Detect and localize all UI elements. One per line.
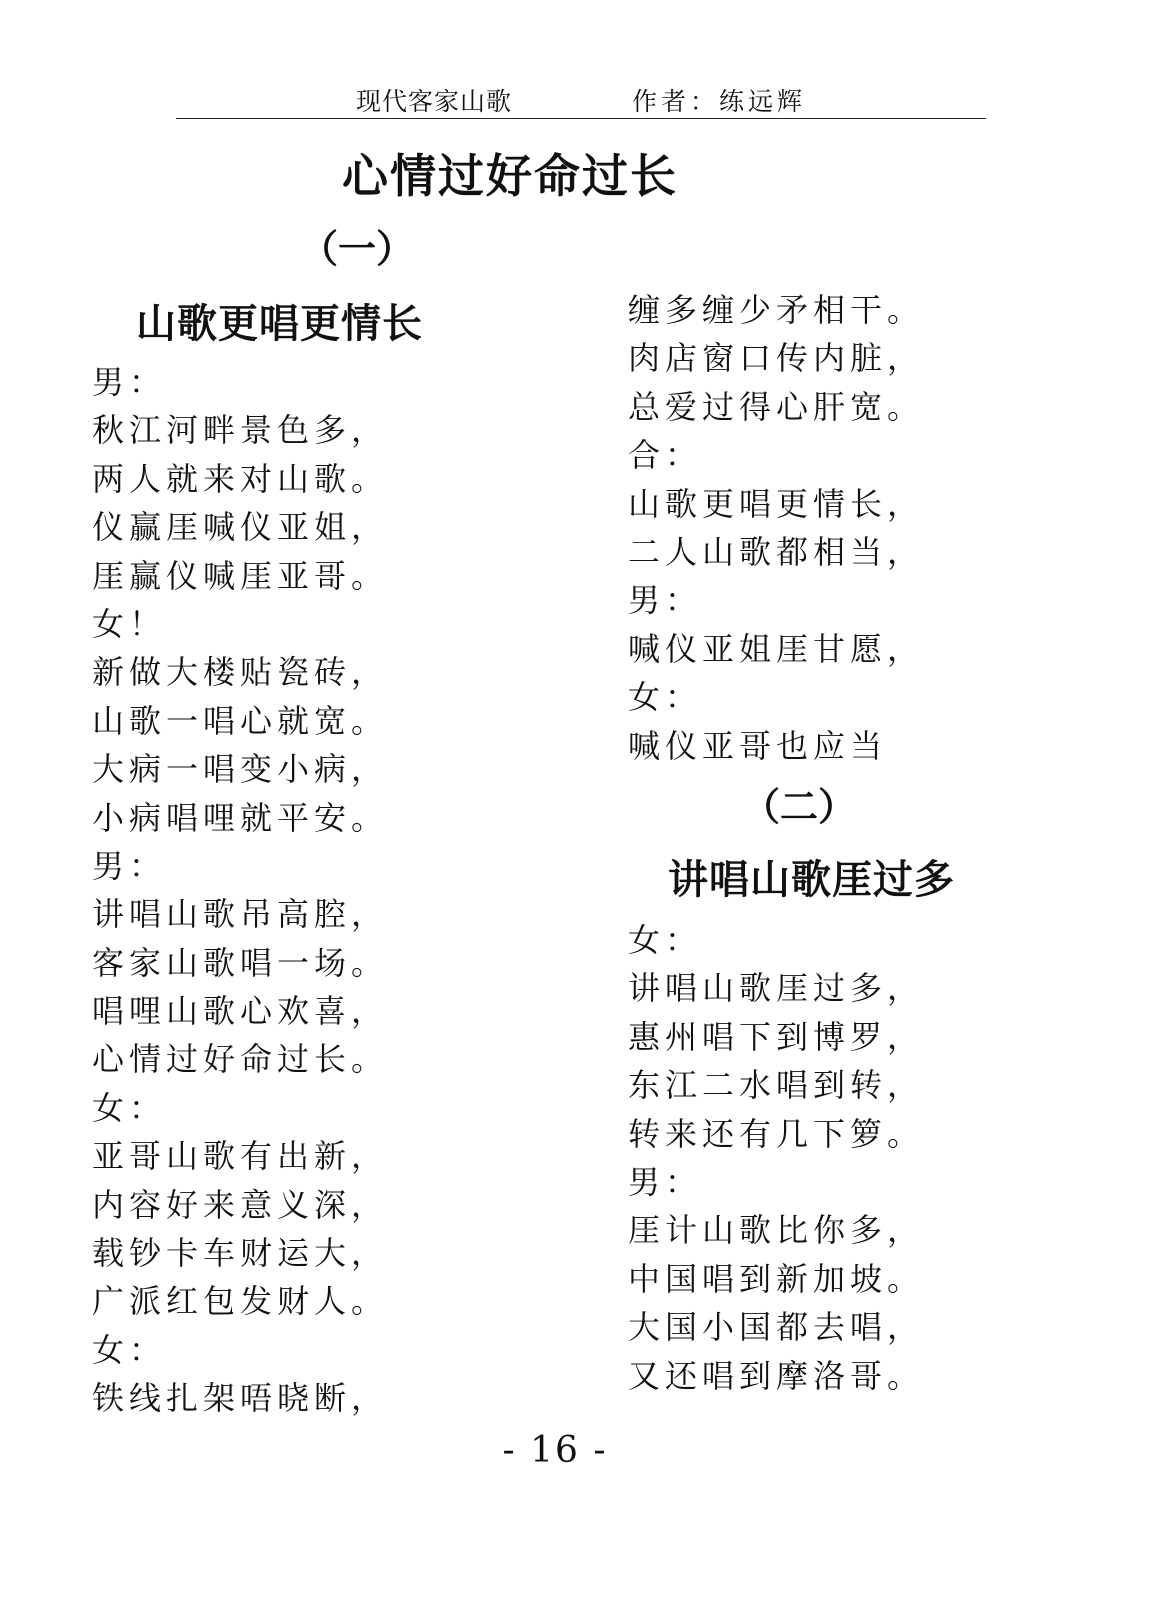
verse-line: 东江二水唱到转， [628,1066,925,1105]
verse-line: 喊仪亚哥也应当 [628,726,888,765]
verse-line: 讲唱山歌吊高腔， [92,895,389,934]
section-one-number: （一） [300,227,415,271]
section-two-number: （二） [742,785,857,829]
verse-line: 男： [92,846,167,885]
verse-line: 厓计山歌比你多， [628,1211,925,1250]
verse-line: 肉店窗口传内脏， [628,339,925,378]
verse-line: 女： [92,1088,167,1127]
verse-line: 小病唱哩就平安。 [92,798,389,837]
verse-line: 合： [628,436,703,475]
verse-line: 载钞卡车财运大， [92,1234,389,1273]
book-title: 现代客家山歌 [356,87,513,116]
verse-line: 亚哥山歌有出新， [92,1137,389,1176]
verse-line: 山歌一唱心就宽。 [92,701,389,740]
verse-line: 总爱过得心肝宽。 [628,387,925,426]
verse-line: 男： [628,581,703,620]
verse-line: 女！ [92,604,167,643]
verse-line: 男： [92,363,167,401]
verse-line: 女： [92,1330,167,1369]
author-line: 作者：练远辉 [632,87,807,116]
section-two-verses [628,916,924,1400]
verse-line: 秋江河畔景色多， [92,411,389,450]
verse-line: 喊仪亚姐厓甘愿， [628,629,925,668]
verse-line: 缠多缠少矛相干。 [628,291,925,329]
verse-line: 中国唱到新加坡。 [628,1259,925,1298]
verse-line: 内容好来意义深， [92,1185,389,1224]
section-one-verses-right [628,286,924,770]
verse-line: 二人山歌都相当， [628,532,925,571]
verse-line: 广派红包发财人。 [92,1282,389,1321]
verse-line: 铁线扎架唔晓断， [92,1379,389,1418]
verse-line: 女： [628,678,703,717]
verse-line: 新做大楼贴瓷砖， [92,653,389,692]
verse-line: 山歌更唱更情长， [628,484,925,523]
verse-line: 男： [628,1162,703,1201]
verse-line: 心情过好命过长。 [92,1040,389,1079]
verse-line: 惠州唱下到博罗， [628,1017,925,1056]
section-one-verses-left [92,358,388,1423]
section-two-title: 讲唱山歌厓过多 [668,857,955,903]
verse-line: 厓赢仪喊厓亚哥。 [92,556,389,595]
verse-line: 转来还有几下箩。 [628,1114,925,1153]
verse-line: 客家山歌唱一场。 [92,943,389,982]
verse-line: 唱哩山歌心欢喜， [92,992,389,1031]
page-number: - 16 - [502,1430,608,1471]
page-title: 心情过好命过长 [342,149,678,203]
section-one-title: 山歌更唱更情长 [136,301,423,347]
verse-line: 女： [628,921,703,959]
verse-line: 仪赢厓喊仪亚姐， [92,508,389,547]
verse-line: 大国小国都去唱， [628,1308,925,1347]
running-header [176,78,986,119]
verse-line: 大病一唱变小病， [92,750,389,789]
verse-line: 讲唱山歌厓过多， [628,969,925,1008]
verse-line: 又还唱到摩洛哥。 [628,1356,925,1395]
verse-line: 两人就来对山歌。 [92,459,389,498]
